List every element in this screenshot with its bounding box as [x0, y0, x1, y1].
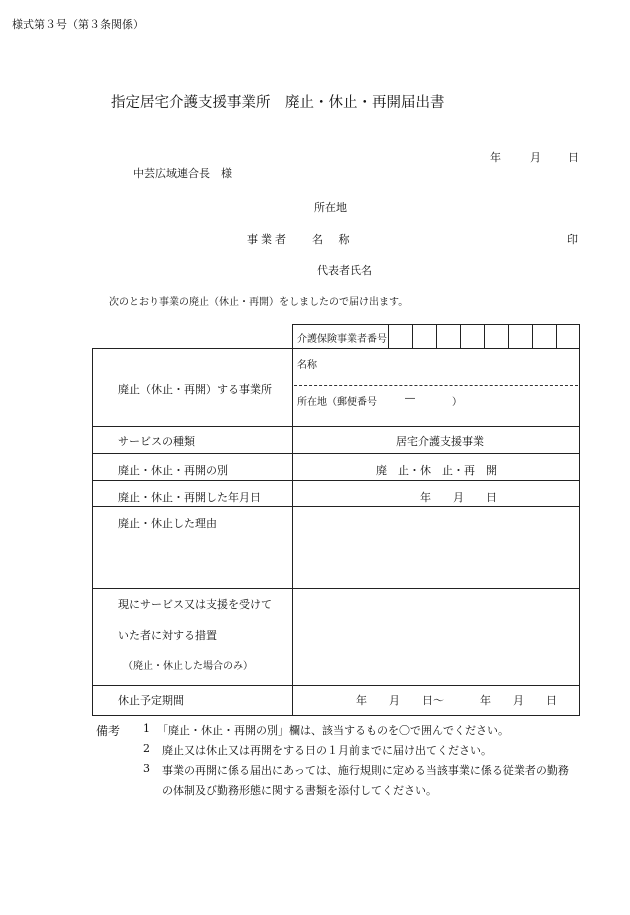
- document-title: 指定居宅介護支援事業所 廃止・休止・再開届出書: [111, 95, 445, 111]
- note-2-text: 廃止又は休止又は再開をする日の１月前までに届け出てください。: [162, 744, 492, 757]
- period-to: 年 月 日: [480, 694, 557, 707]
- kind-label: 廃止・休止・再開の別: [118, 464, 228, 477]
- kind-value: 廃 止・休 止・再 開: [376, 464, 497, 477]
- note-2-num: 2: [143, 742, 150, 755]
- note-3-text: 事業の再開に係る届出にあっては、施行規則に定める当該事業に係る従業者の勤務: [162, 764, 569, 777]
- applicant-rep-label: 代表者氏名: [317, 264, 372, 277]
- office-address-label: 所在地（郵便番号: [297, 397, 377, 408]
- note-3-num: 3: [143, 762, 150, 775]
- note-1-num: 1: [143, 722, 150, 735]
- intro-text: 次のとおり事業の廃止（休止・再開）をしましたので届け出ます。: [109, 297, 409, 308]
- period-from: 年 月 日～: [356, 694, 444, 707]
- period-label: 休止予定期間: [118, 694, 184, 707]
- service-type-label: サービスの種類: [118, 435, 195, 448]
- measures-line2: いた者に対する措置: [118, 629, 217, 642]
- reason-label: 廃止・休止した理由: [118, 517, 217, 530]
- service-type-value: 居宅介護支援事業: [396, 435, 484, 448]
- seal-mark: 印: [567, 233, 578, 246]
- addressee: 中芸広域連合長 様: [133, 167, 232, 180]
- applicant-name-label: 名 称: [312, 233, 356, 246]
- applicant-business-label: 事業者: [247, 233, 289, 246]
- applicant-address-label: 所在地: [314, 201, 347, 214]
- note-1-text: 「廃止・休止・再開の別」欄は、該当するものを〇で囲んでください。: [157, 724, 509, 737]
- date-year: 年: [490, 151, 501, 164]
- number-cell-divider: [388, 324, 389, 348]
- form-number: 様式第３号（第３条関係）: [12, 18, 144, 31]
- office-name-label: 名称: [297, 360, 317, 371]
- insurer-number-label: 介護保険事業者番号: [297, 334, 387, 345]
- zip-dash: ―: [405, 393, 415, 404]
- measures-line1: 現にサービス又は支援を受けて: [118, 598, 272, 611]
- zip-close: ）: [452, 397, 462, 408]
- date-label: 廃止・休止・再開した年月日: [118, 491, 261, 504]
- office-label: 廃止（休止・再開）する事業所: [118, 383, 272, 396]
- notes-label: 備考: [96, 724, 121, 738]
- note-3-text-cont: の体制及び勤務形態に関する書類を添付してください。: [162, 784, 437, 797]
- date-month: 月: [530, 151, 541, 164]
- measures-line3: （廃止・休止した場合のみ）: [123, 661, 253, 672]
- date-value: 年 月 日: [420, 491, 497, 504]
- date-day: 日: [568, 151, 579, 164]
